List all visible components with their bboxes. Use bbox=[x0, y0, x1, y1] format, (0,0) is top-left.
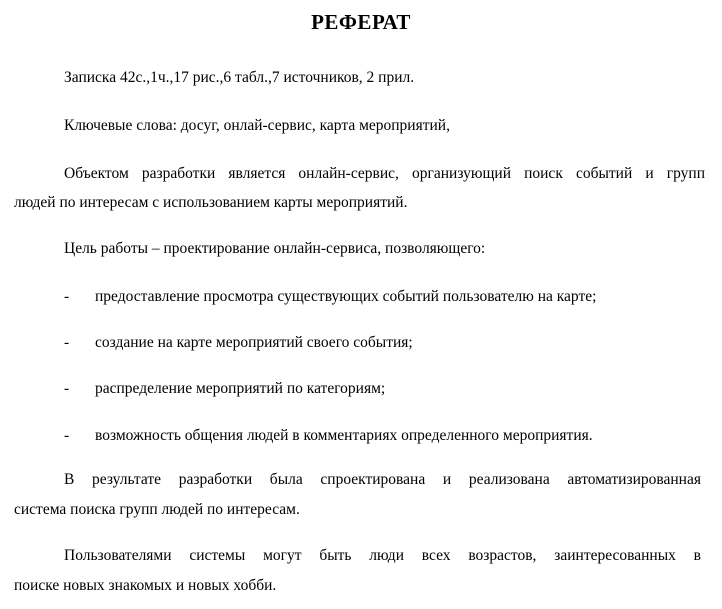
list-item-marker: - bbox=[64, 380, 70, 397]
list-item-marker: - bbox=[64, 334, 70, 351]
list-item: возможность общения людей в комментариях определенного мероприятия. bbox=[95, 427, 593, 444]
page-title: РЕФЕРАТ bbox=[311, 10, 411, 34]
list-item: предоставление просмотра существующих событий пользователю на карте; bbox=[95, 288, 597, 305]
list-item-marker: - bbox=[64, 288, 70, 305]
result-paragraph-line-2: система поиска групп людей по интересам. bbox=[14, 501, 300, 518]
list-item: создание на карте мероприятий своего события; bbox=[95, 334, 413, 351]
users-paragraph-line-1: Пользователями системы могут быть люди всех возрастов, заинтересованных в bbox=[64, 547, 701, 564]
goal-intro: Цель работы – проектирование онлайн-сервиса, позволяющего: bbox=[64, 240, 486, 257]
summary-line: Записка 42с.,1ч.,17 рис.,6 табл.,7 источников, 2 прил. bbox=[64, 69, 415, 86]
users-paragraph-line-2: поиске новых знакомых и новых хобби. bbox=[14, 577, 277, 594]
keywords-line: Ключевые слова: досуг, онлай-сервис, карта мероприятий, bbox=[64, 117, 450, 134]
list-item-marker: - bbox=[64, 427, 70, 444]
object-paragraph-line-2: людей по интересам с использованием карты мероприятий. bbox=[14, 194, 408, 211]
result-paragraph-line-1: В результате разработки была спроектирована и реализована автоматизированная bbox=[64, 471, 701, 488]
list-item: распределение мероприятий по категориям; bbox=[95, 380, 386, 397]
object-paragraph-line-1: Объектом разработки является онлайн-сервис, организующий поиск событий и групп bbox=[64, 165, 705, 182]
